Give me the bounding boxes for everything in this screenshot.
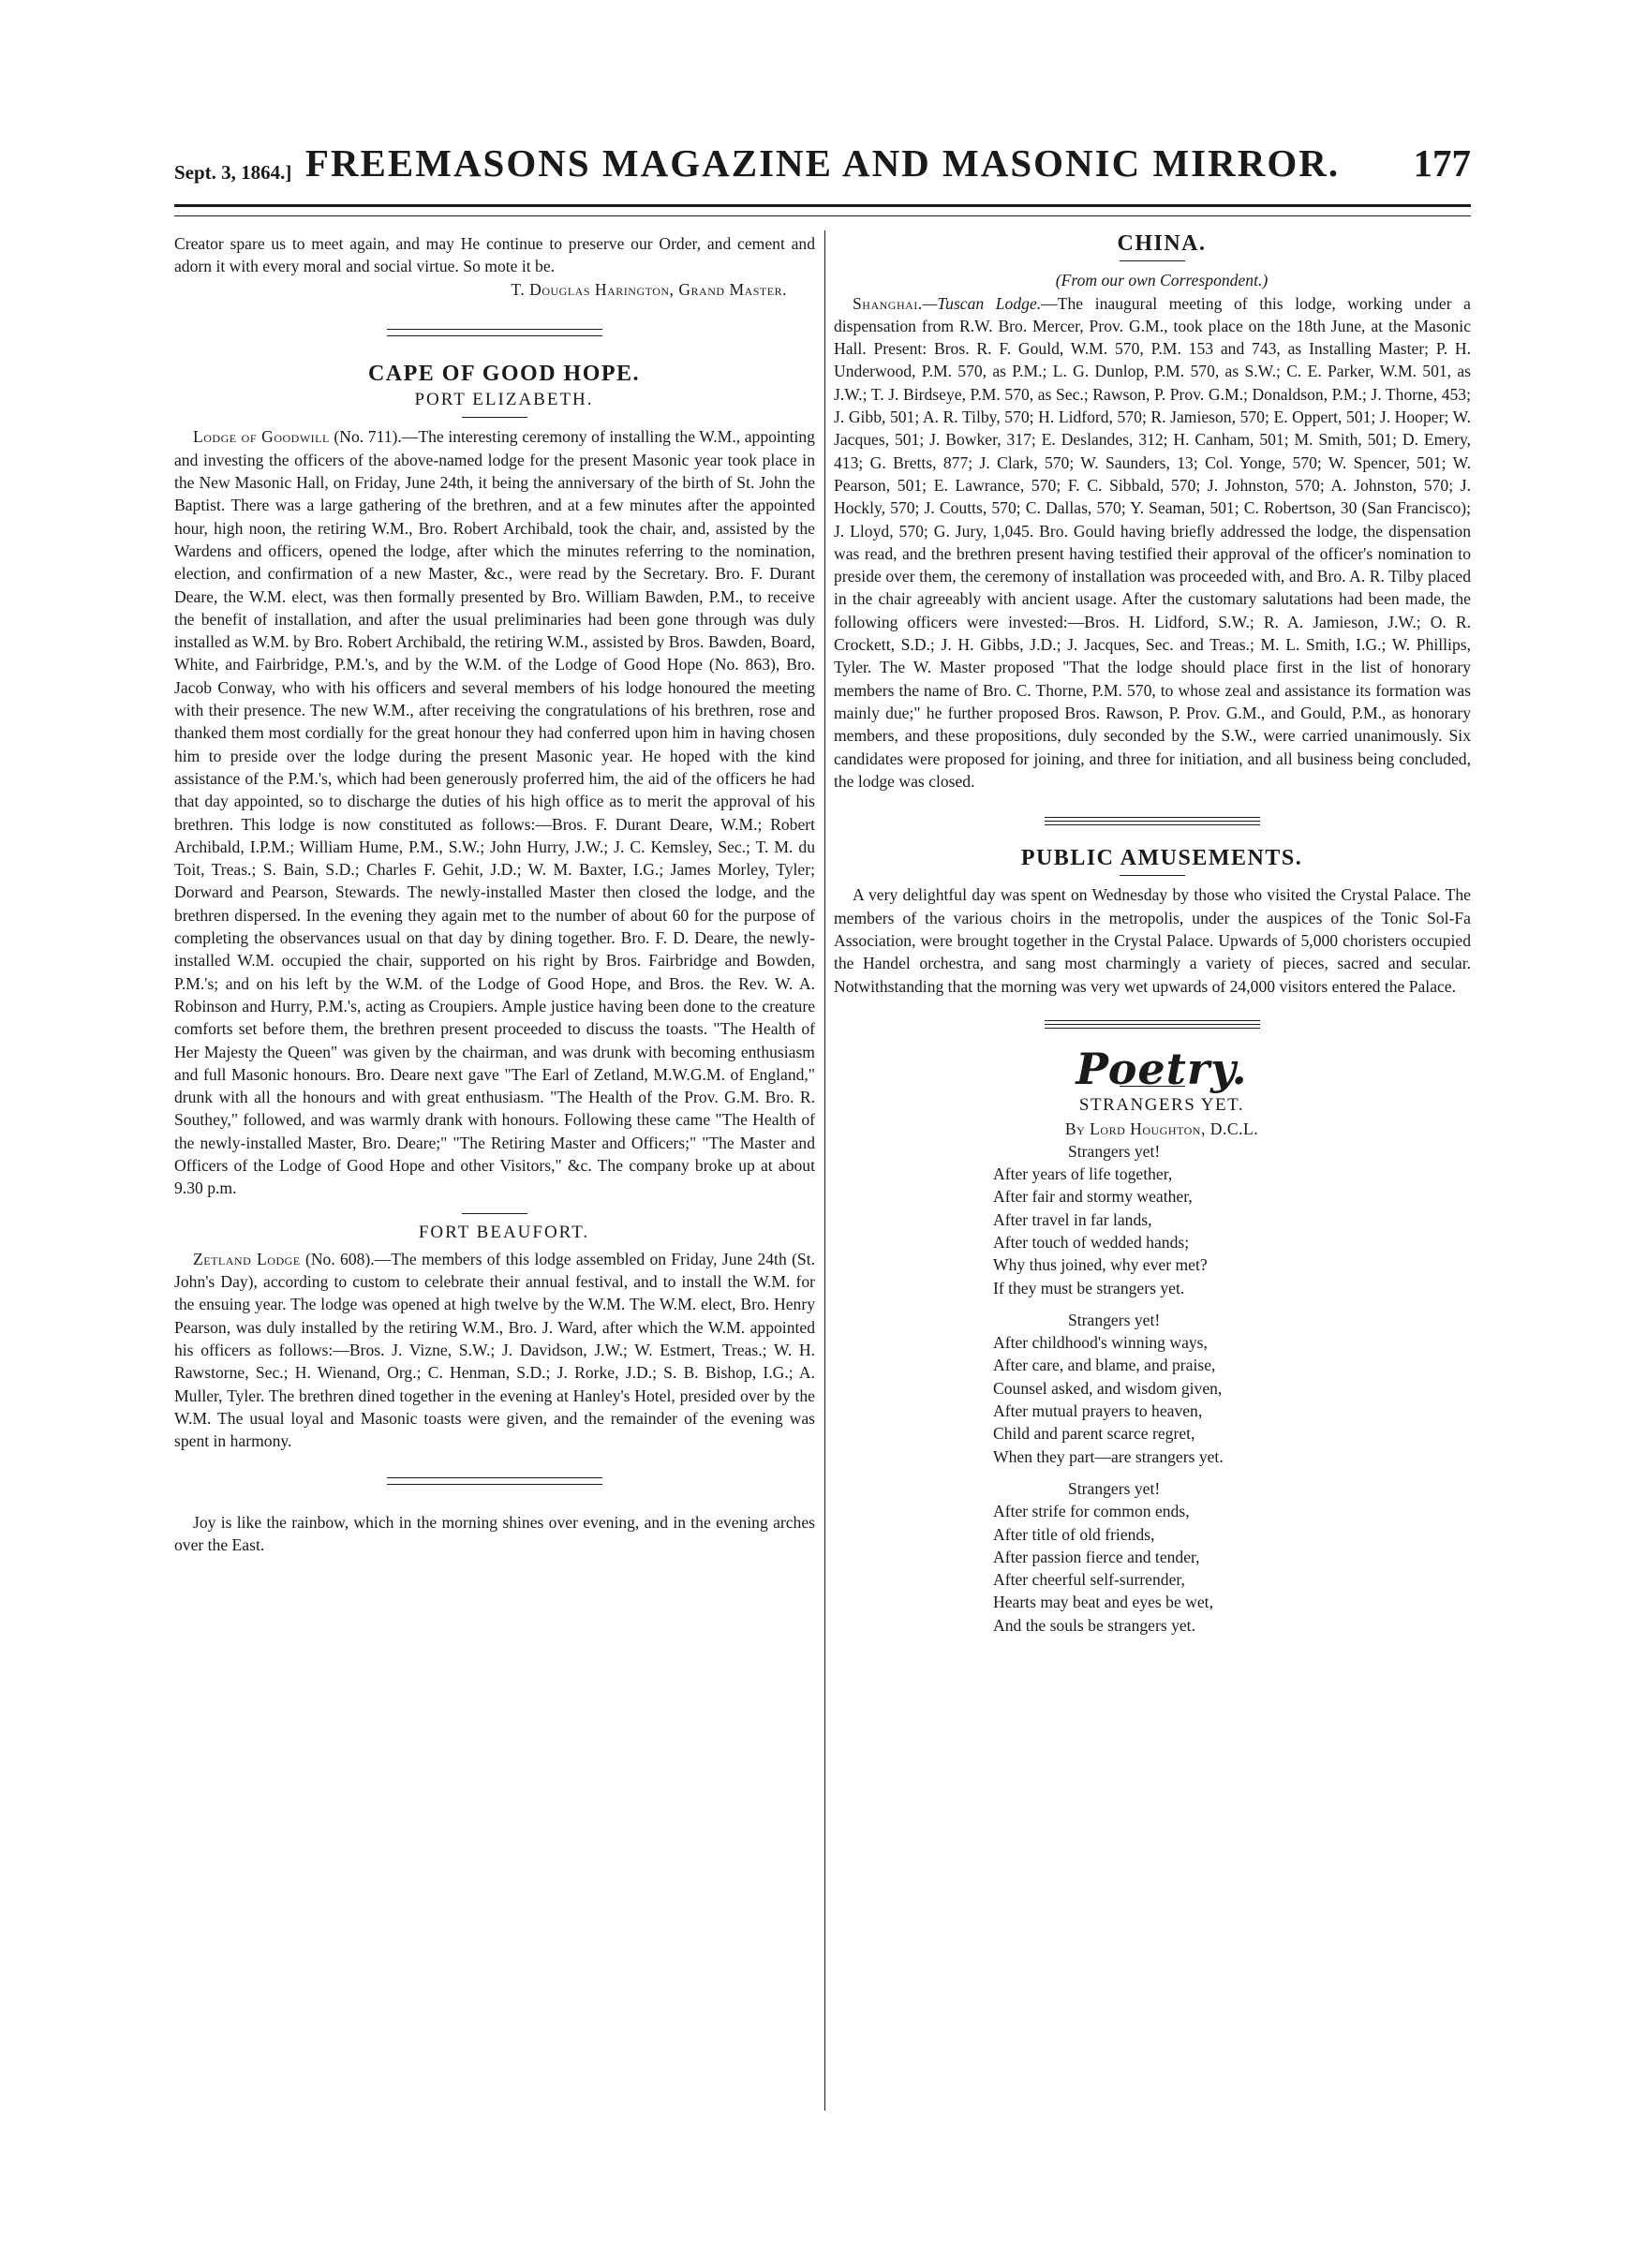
header-date: Sept. 3, 1864.] (174, 161, 292, 184)
china-lead: Shanghai. (853, 293, 923, 313)
poem-line: After care, and blame, and praise, (993, 1356, 1216, 1375)
joy-paragraph: Joy is like the rainbow, which in the morning shines over evening, and in the evening arches over the East. (174, 1512, 815, 1554)
poem-line: When they part—are strangers yet. (993, 1446, 1224, 1466)
stanza-head: Strangers yet! (1068, 1310, 1161, 1329)
cape-article (174, 425, 815, 1199)
poem-line: After mutual prayers to heaven, (993, 1401, 1203, 1421)
signature: T. Douglas Harington, Grand Master. (511, 279, 787, 299)
poem-line: Counsel asked, and wisdom given, (993, 1378, 1223, 1398)
header-title: FREEMASONS MAGAZINE AND MASONIC MIRROR. (304, 141, 1341, 185)
short-rule (1120, 260, 1185, 261)
poem-line: After childhood's winning ways, (993, 1333, 1208, 1353)
intro-paragraph: Creator spare us to meet again, and may He continue to preserve our Order, and cement and adorn it with every moral and social virtue. So mote it be. (174, 234, 815, 276)
poem-author: By Lord Houghton, D.C.L. (1064, 1119, 1259, 1138)
poetry-heading: Poetry. (1076, 1043, 1248, 1094)
port-elizabeth-subtitle: PORT ELIZABETH. (414, 390, 594, 410)
poem-line: If they must be strangers yet. (993, 1278, 1185, 1297)
china-lead-italic: —Tuscan Lodge. (922, 293, 1042, 313)
poem-line: Why thus joined, why ever met? (993, 1255, 1208, 1275)
left-column (174, 232, 815, 1556)
section-separator (387, 329, 602, 336)
poem-line: After travel in far lands, (993, 1209, 1152, 1229)
header-rule (174, 204, 1471, 216)
fort-beaufort-subtitle: FORT BEAUFORT. (418, 1222, 590, 1242)
section-separator (1045, 1020, 1260, 1029)
poem-stanza (834, 1477, 1471, 1637)
poem-line: After strife for common ends, (993, 1502, 1190, 1521)
poem-line: After passion fierce and tender, (993, 1547, 1200, 1566)
cape-lead: Lodge of Goodwill (193, 427, 330, 447)
section-separator (387, 1477, 602, 1485)
amusements-article: A very delightful day was spent on Wednesday by those who visited the Crystal Palace. The members of the various choirs in the metropolis, under the auspices of the Tonic Sol-Fa Association, were brought together in the Crystal Palace. Upwards of 5,000 choristers occupied the Handel orchestra, and sang most charmingly a variety of pieces, sacred and secular. Notwithstanding that the morning was very wet upwards of 24,000 visitors entered the Palace. (834, 885, 1471, 996)
china-title: CHINA. (1117, 231, 1207, 256)
stanza-head: Strangers yet! (1068, 1141, 1161, 1161)
poem-line: And the souls be strangers yet. (993, 1615, 1195, 1635)
cape-title: CAPE OF GOOD HOPE. (367, 361, 641, 386)
beaufort-article (174, 1248, 815, 1453)
beaufort-lead: Zetland Lodge (193, 1249, 301, 1268)
poem-line: After fair and stormy weather, (993, 1187, 1193, 1207)
right-column (834, 232, 1471, 1637)
poem-line: After years of life together, (993, 1164, 1173, 1184)
beaufort-text: (No. 608).—The members of this lodge assembled on Friday, June 24th (St. John's Day), according to custom to celebrate their annual festival, and to install the W.M. for the ensuing year. The lodge was opened at high twelve by the W.M. The W.M. elect, Bro. Henry Pearson, was duly installed by the retiring W.M., Bro. J. Ward, after which the W.M. appointed his officers as follows:—Bros. J. Vizne, S.W.; J. Davidson, J.W.; W. Estmert, Treas.; W. H. Rawstorne, Sec.; H. Wienand, Org.; C. Henman, S.D.; J. Rorke, J.D.; S. B. Bishop, I.G.; A. Muller, Tyler. The brethren dined together in the evening at Hanley's Hotel, presided over by the W.M. The usual loyal and Masonic toasts were given, and the remainder of the evening was spent in harmony. (174, 1249, 815, 1451)
page-number: 177 (1413, 141, 1471, 185)
poem-line: Hearts may beat and eyes be wet, (993, 1593, 1213, 1612)
poem-stanza (834, 1309, 1471, 1468)
section-separator (1045, 817, 1260, 825)
stanza-head: Strangers yet! (1068, 1478, 1161, 1498)
cape-text: (No. 711).—The interesting ceremony of installing the W.M., appointing and investing the officers of the above-named lodge for the present Masonic year took place in the New Masonic Hall, on Friday, June 24th, it being the anniversary of the birth of St. John the Baptist. There was a large gathering of the brethren, and at a few minutes after the appointed hour, high noon, the retiring W.M., Bro. Robert Archibald, took the chair, and, assisted by the Wardens and officers, opened the lodge, after which the minutes referring to the nomination, election, and confirmation of a new Master, &c., were read by the Secretary. Bro. F. Durant Deare, the W.M. elect, was then formally presented by Bro. William Bawden, P.M., to receive the benefit of installation, and after the usual preliminaries had been gone through was duly installed as W.M. by Bro. Robert Archibald, the retiring W.M., assisted by Bros. Bawden, Board, White, and Fairbridge, P.M.'s, and by the W.M. of the Lodge of Good Hope (No. 863), Bro. Jacob Conway, who with his officers and several members of his lodge honoured the meeting with their presence. The new W.M., after receiving the congratulations of his brethren, rose and thanked them most cordially for the great honour they had conferred upon him in having chosen him to preside over the lodge during the present Masonic year. He hoped with the kind assistance of the P.M.'s, which had been generously proferred him, the aid of the officers he had that day appointed, so to discharge the duties of his high office as to merit the approval of his brethren. This lodge is now constituted as follows:—Bros. F. Durant Deare, W.M.; Robert Archibald, I.P.M.; William Hume, P.M., S.W.; John Hurry, J.W.; J. C. Kemsley, Sec.; T. M. du Toit, Treas.; S. Bain, S.D.; Charles F. Gehit, J.D.; W. M. Baxter, I.G.; James Morley, Tyler; Dorward and Pearson, Stewards. The newly-installed Master then closed the lodge, and the brethren dispersed. In the evening they again met to the number of about 60 for the purpose of completing the observances usual on that day by dining together. Bro. F. D. Deare, the newly-installed W.M. occupied the chair, supported on his right by Bros. Fairbridge and Bowden, P.M.'s; and on his left by the W.M. of the Lodge of Good Hope, and Bros. the Rev. W. A. Robinson and Hurry, P.M.'s, acting as Croupiers. Ample justice having been done to the creature comforts set before them, the brethren present proceeded to discuss the toasts. "The Health of Her Majesty the Queen" was given by the chairman, and was drunk with becoming enthusiasm and full Masonic honours. Bro. Deare next gave "The Earl of Zetland, M.W.G.M. of England," drunk with all the honours and with great enthusiasm. "The Health of the Prov. G.M. Bro. R. Southey," followed, and was warmly drank with honours. Following these came "The Health of the newly-installed Master, Bro. Deare;" "The Retiring Master and Officers;" "The Master and Officers of the Lodge of Good Hope and other Visitors," &c. The company broke up at about 9.30 p.m. (174, 427, 815, 1198)
poem-line: Child and parent scarce regret, (993, 1424, 1195, 1444)
china-text: —The inaugural meeting of this lodge, working under a dispensation from R.W. Bro. Mercer, Prov. G.M., took place on the 18th June, at the Masonic Hall. Present: Bros. R. F. Gould, W.M. 570, P.M. 153 and 743, as Installing Master; P. H. Underwood, P.M. 570, as P.M.; L. G. Dunlop, P.M. 570, as S.W.; C. E. Parker, W.M. 501, as J.W.; T. J. Birdseye, P.M. 570, as Sec.; Rawson, P. Prov. G.M.; Donaldson, P.M.; J. Thorne, 453; J. Gibb, 501; A. R. Tilby, 570; H. Lidford, 570; R. Jamieson, 570; E. Oppert, 501; J. Hooper; W. Jacques, 501; J. Bowker, 317; E. Deslandes, 312; H. Canham, 501; M. Smith, 501; D. Emery, 413; G. Bretts, 877; J. Clark, 570; W. Saunders, 13; Col. Yonge, 570; W. Spencer, 501; W. Pearson, 501; E. Lawrance, 570; F. C. Sibbald, 570; J. Johnston, 570; A. Johnston, 570; J. Hockly, 570; J. Coutts, 570; C. Dallas, 570; Y. Seaman, 501; C. Robertson, 30 (San Francisco); J. Lloyd, 570; G. Jury, 1,045. Bro. Gould having briefly addressed the lodge, the dispensation was read, and the brethren present having testified their approval of the officer's nomination to preside over them, the ceremony of installation was proceeded with, and Bro. A. R. Tilby placed in the chair agreeably with ancient usage. After the customary salutations had been made, the following officers were invested:—Bros. H. Lidford, S.W.; R. A. Jamieson, J.W.; O. R. Crockett, S.D.; J. H. Gibbs, J.D.; J. Jacques, Sec. and Treas.; M. L. Smith, I.G.; W. Phillips, Tyler. The W. Master proposed "That the lodge should place first in the list of honorary members the name of Bro. C. Thorne, P.M. 570, to whose zeal and assistance its formation was mainly due;" he further proposed Bros. Rawson, P. Prov. G.M., and Gould, P.M., as honorary members, and these propositions, duly seconded by the S.W., were carried unanimously. Six candidates were proposed for joining, and three for initiation, and all business being concluded, the lodge was closed. (834, 293, 1471, 791)
column-divider (824, 230, 825, 2111)
poem-line: After cheerful self-surrender, (993, 1570, 1185, 1590)
poem-line: After touch of wedded hands; (993, 1232, 1190, 1252)
correspondent-note: (From our own Correspondent.) (1055, 271, 1269, 290)
short-rule (462, 417, 527, 418)
poem-line: After title of old friends, (993, 1524, 1155, 1544)
page-header (174, 141, 1471, 197)
china-article (834, 292, 1471, 793)
poem-stanza (834, 1140, 1471, 1299)
short-rule (1120, 875, 1185, 876)
poem-title: STRANGERS YET. (1078, 1095, 1245, 1116)
short-rule (462, 1213, 527, 1214)
amusements-title: PUBLIC AMUSEMENTS. (1020, 846, 1303, 871)
